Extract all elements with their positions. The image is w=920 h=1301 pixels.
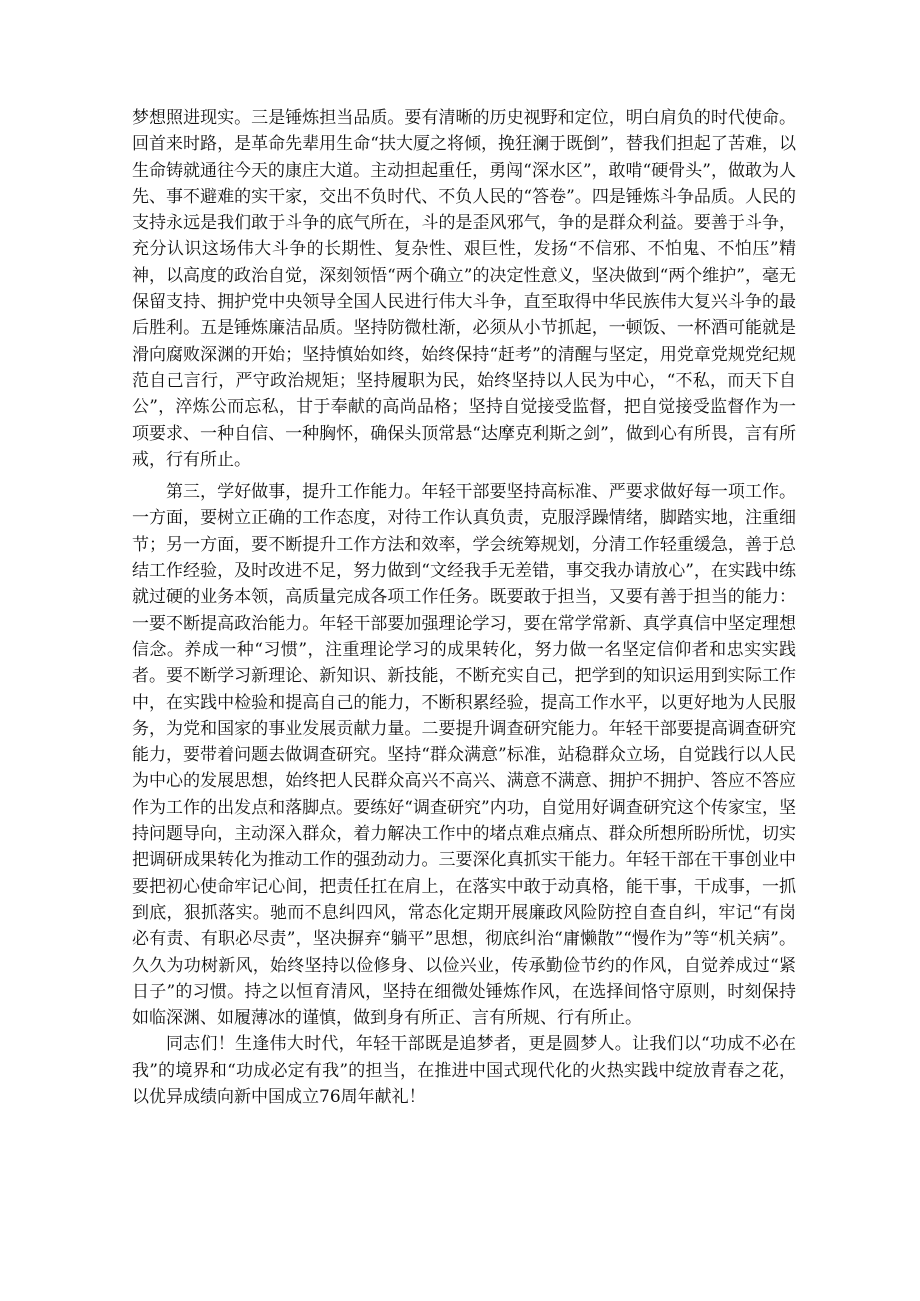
paragraph-continuation: 梦想照进现实。三是锤炼担当品质。要有清晰的历史视野和定位，明白肩负的时代使命。回首来时路，是革命先辈用生命“扶大厦之将倾，挽狂澜于既倒”，替我们担起了苦难，以生命铸就通往今天的康庄大道。主动担起重任，勇闯“深水区”，敢啃“硬骨头”，做敢为人先、事不避难的实干家，交出不负时代、不负人民的“答卷”。四是锤炼斗争品质。人民的支持永远是我们敢于斗争的底气所在，斗的是歪风邪气，争的是群众利益。要善于斗争，充分认识这场伟大斗争的长期性、复杂性、艰巨性，发扬“不信邪、不怕鬼、不怕压”精神，以高度的政治自觉，深刻领悟“两个确立”的决定性意义，坚决做到“两个维护”，毫无保留支持、拥护党中央领导全国人民进行伟大斗争，直至取得中华民族伟大复兴斗争的最后胜利。五是锤炼廉洁品质。坚持防微杜渐，必须从小节抓起，一顿饭、一杯酒可能就是滑向腐败深渊的开始；坚持慎始如终，始终保持“赶考”的清醒与坚定，用党章党规党纪规范自己言行，严守政治规矩；坚持履职为民，始终坚持以人民为中心，“不私，而天下自公”，淬炼公而忘私，甘于奉献的高尚品格；坚持自觉接受监督，把自觉接受监督作为一项要求、一种自信、一种胸怀，确保头顶常悬“达摩克利斯之剑”，做到心有所畏，言有所戒，行有所止。 — [132, 108, 796, 470]
paragraph-closing: 同志们！生逢伟大时代，年轻干部既是追梦者，更是圆梦人。让我们以“功成不必在我”的境界和“功成必定有我”的担当，在推进中国式现代化的火热实践中绽放青春之花，以优异成绩向新中国成立76周年献礼！ — [132, 1034, 796, 1107]
document-page — [132, 105, 796, 1110]
paragraph-work-ability: 第三，学好做事，提升工作能力。年轻干部要坚持高标准、严要求做好每一项工作。一方面，要树立正确的工作态度，对待工作认真负责，克服浮躁情绪，脚踏实地，注重细节；另一方面，要不断提升工作方法和效率，学会统筹规划，分清工作轻重缓急，善于总结工作经验，及时改进不足，努力做到“文经我手无差错，事交我办请放心”，在实践中练就过硬的业务本领，高质量完成各项工作任务。既要敢于担当，又要有善于担当的能力：一要不断提高政治能力。年轻干部要加强理论学习，要在常学常新、真学真信中坚定理想信念。养成一种“习惯”，注重理论学习的成果转化，努力做一名坚定信仰者和忠实实践者。要不断学习新理论、新知识、新技能，不断充实自己，把学到的知识运用到实际工作中，在实践中检验和提高自己的能力，不断积累经验，提高工作水平，以更好地为人民服务，为党和国家的事业发展贡献力量。二要提升调查研究能力。年轻干部要提高调查研究能力，要带着问题去做调查研究。坚持“群众满意”标准，站稳群众立场，自觉践行以人民为中心的发展思想，始终把人民群众高兴不高兴、满意不满意、拥护不拥护、答应不答应作为工作的出发点和落脚点。要练好“调查研究”内功，自觉用好调查研究这个传家宝，坚持问题导向，主动深入群众，着力解决工作中的堵点难点痛点、群众所想所盼所忧，切实把调研成果转化为推动工作的强劲动力。三要深化真抓实干能力。年轻干部在干事创业中要把初心使命牢记心间，把责任扛在肩上，在落实中敢于动真格，能干事，干成事，一抓到底，狠抓落实。驰而不息纠四风，常态化定期开展廉政风险防控自查自纠，牢记“有岗必有责、有职必尽责”，坚决摒弃“躺平”思想，彻底纠治“庸懒散”“慢作为”等“机关病”。久久为功树新风，始终坚持以俭修身、以俭兴业，传承勤俭节约的作风，自觉养成过“紧日子”的习惯。持之以恒育清风，坚持在细微处锤炼作风，在选择间恪守原则，时刻保持如临深渊、如履薄冰的谨慎，做到身有所正、言有所规、行有所止。 — [132, 482, 796, 1029]
